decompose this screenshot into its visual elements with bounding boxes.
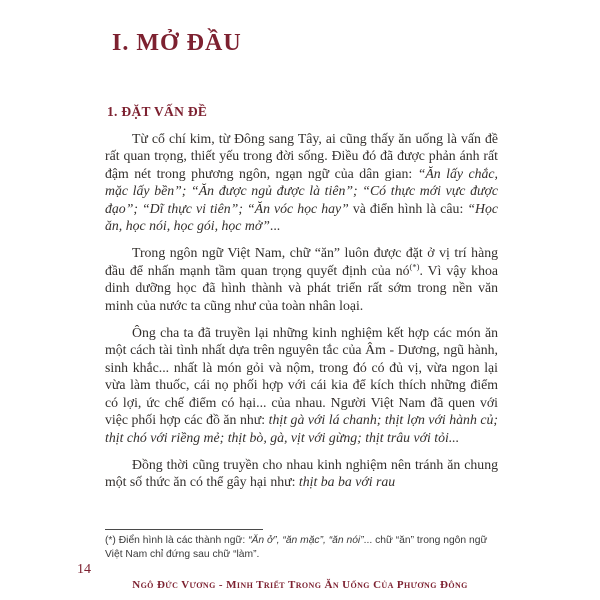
page-number: 14 [77,562,91,577]
paragraph-4: Đồng thời cũng truyền cho nhau kinh nghiệm nên tránh ăn chung một số thức ăn có thể gây hại như: thịt ba ba với rau [105,456,498,490]
chapter-title: I. MỞ ĐẦU [112,30,242,56]
paragraph-2: Trong ngôn ngữ Việt Nam, chữ “ăn” luôn được đặt ở vị trí hàng đầu để nhấn mạnh tầm quan trọng quyết định của nó(*). Vì vậy khoa dinh dưỡng học đã hình thành và phát triển rất sớm trong nền văn minh của nước ta cũng như của toàn nhân loại. [105,245,498,313]
section-heading: 1. ĐẶT VẤN ĐỀ [107,104,208,119]
body-text [105,130,498,501]
paragraph-1: Từ cổ chí kim, từ Đông sang Tây, ai cũng thấy ăn uống là vấn đề rất quan trọng, thiết yếu trong đời sống. Điều đó đã được phản ánh rất đậm nét trong phương ngôn, ngạn ngữ của dân gian: “Ăn lấy chắc, mặc lấy bền”; “Ăn được ngủ được là tiên”; “Có thực mới vực được đạo”; “Dĩ thực vi tiên”; “Ăn vóc học hay” và điển hình là câu: “Học ăn, học nói, học gói, học mở”... [105,131,499,234]
footnote-rule [105,529,263,530]
footnote [105,529,497,561]
footnote-text: (*) Điển hình là các thành ngữ: “Ăn ở”, “ăn mặc”, “ăn nói”... chữ “ăn” trong ngôn ngữ Việt Nam chỉ đứng sau chữ “làm”. [105,535,488,560]
running-footer: Ngô Đức Vương - Minh Triết Trong Ăn Uống Của Phương Đông [132,579,468,591]
paragraph-3: Ông cha ta đã truyền lại những kinh nghiệm kết hợp các món ăn một cách tài tình nhất dựa trên nguyên tắc của Âm - Dương, ngũ hành, sinh khắc... nhất là món gỏi và nộm, trong đó có đủ vị, vừa ngon lại vừa làm thuốc, cái nọ phối hợp với cái kia để kích thích những điểm có lợi, ức chế điểm có hại... của nhau. Người Việt Nam đã quen với việc phối hợp các đồ ăn như: thịt gà với lá chanh; thịt lợn với hành củ; thịt chó với riềng mẻ; thịt bò, gà, vịt với gừng; thịt trâu với tỏi... [105,325,498,445]
